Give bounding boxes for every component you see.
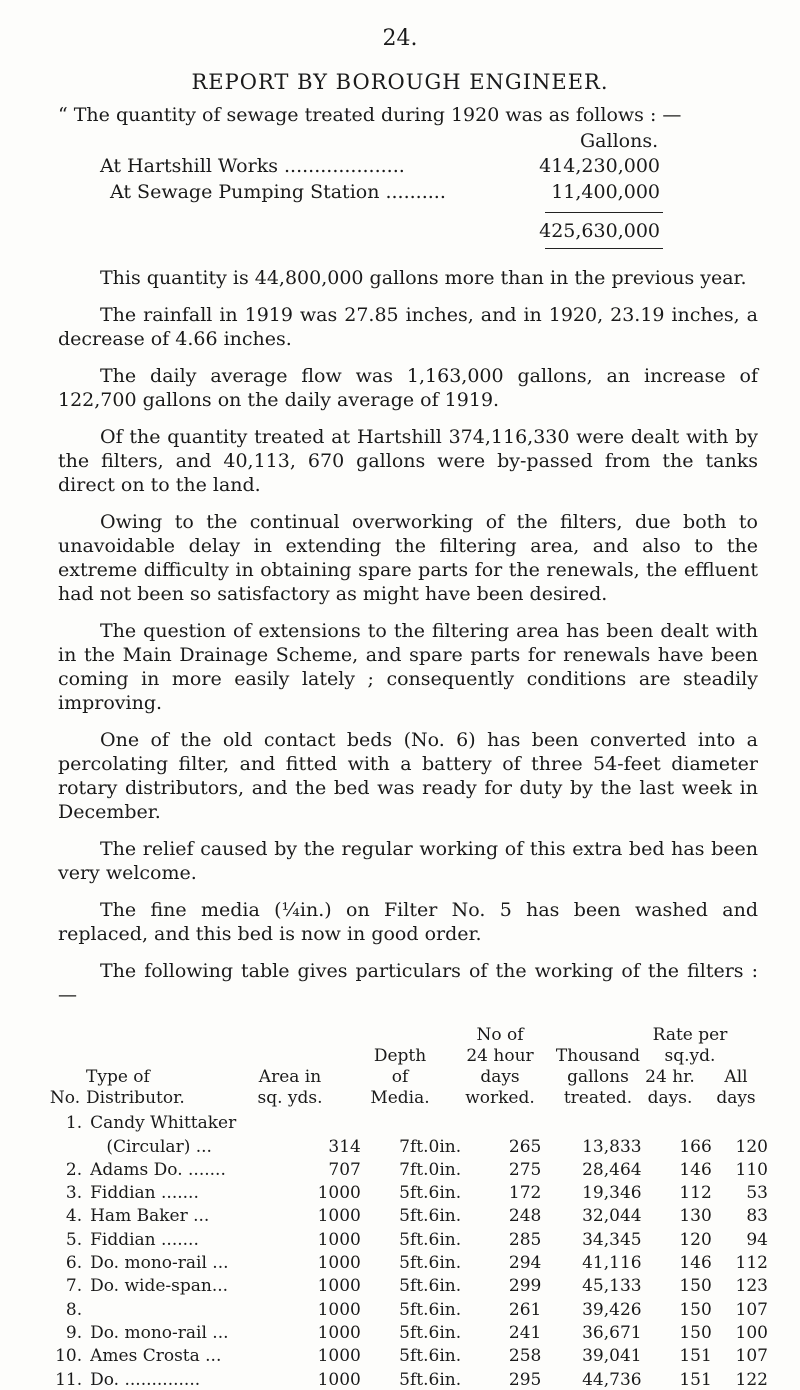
works-value: 11,400,000 bbox=[551, 181, 660, 203]
sum-rule-top bbox=[545, 212, 663, 213]
works-total: 425,630,000 bbox=[539, 220, 660, 242]
cell-depth: 5ft.6in. bbox=[399, 1183, 462, 1204]
cell-depth: 5ft.6in. bbox=[399, 1299, 462, 1320]
sum-rule-bottom bbox=[545, 248, 663, 249]
cell-area: 707 bbox=[328, 1159, 361, 1180]
cell-type: Do. .............. bbox=[90, 1369, 201, 1390]
paragraph: This quantity is 44,800,000 gallons more than in the previous year. bbox=[100, 267, 747, 289]
cell-days: 294 bbox=[508, 1253, 542, 1274]
cell-rate: 150 bbox=[679, 1276, 712, 1297]
cell-days: 258 bbox=[508, 1346, 542, 1367]
intro-line: “ The quantity of sewage treated during 1920 was as follows : — bbox=[58, 104, 682, 126]
col-header-rate-group: Rate per sq.yd. bbox=[652, 1025, 728, 1066]
table-row bbox=[50, 1157, 768, 1180]
table-row bbox=[50, 1296, 768, 1319]
col-header-rate: 24 hr. days. bbox=[645, 1067, 695, 1108]
cell-days bbox=[461, 1110, 541, 1133]
col-header-days: No of 24 hour days worked. bbox=[465, 1025, 535, 1108]
cell-gallons: 44,736 bbox=[582, 1369, 642, 1390]
cell-type: Ames Crosta ... bbox=[90, 1346, 222, 1367]
cell-gallons: 45,133 bbox=[582, 1276, 642, 1297]
cell-gallons: 39,041 bbox=[582, 1346, 642, 1367]
table-row bbox=[50, 1250, 768, 1273]
cell-type: (Circular) ... bbox=[90, 1136, 212, 1157]
cell-all: 123 bbox=[735, 1276, 768, 1297]
col-header-all: All days bbox=[716, 1067, 756, 1108]
cell-area: 1000 bbox=[317, 1369, 361, 1390]
works-name: At Sewage Pumping Station .......... bbox=[110, 181, 446, 203]
cell-area: 1000 bbox=[317, 1299, 361, 1320]
cell-depth: 5ft.6in. bbox=[399, 1346, 462, 1367]
table-row bbox=[50, 1343, 768, 1366]
cell-depth: 5ft.6in. bbox=[399, 1322, 462, 1343]
cell-days: 261 bbox=[508, 1299, 542, 1320]
cell-rate: 150 bbox=[679, 1299, 712, 1320]
cell-all: 100 bbox=[735, 1322, 768, 1343]
table-row bbox=[50, 1133, 768, 1156]
cell-no: 9. bbox=[65, 1322, 83, 1343]
table-row bbox=[50, 1320, 768, 1343]
cell-gallons: 39,426 bbox=[582, 1299, 642, 1320]
cell-all: 107 bbox=[735, 1346, 768, 1367]
paragraph: One of the old contact beds (No. 6) has been converted into a percolating filter, and fitted with a battery of three 54-feet diameter rotary distributors, and the bed was ready for duty by the last week in December. bbox=[58, 729, 758, 823]
table-row bbox=[50, 1180, 768, 1203]
cell-area: 314 bbox=[328, 1136, 361, 1157]
cell-no: 1. bbox=[65, 1113, 83, 1134]
works-value: 414,230,000 bbox=[539, 155, 660, 177]
cell-type bbox=[90, 1296, 301, 1319]
col-header-depth: Depth of Media. bbox=[370, 1046, 430, 1108]
paragraph: The question of extensions to the filtering area has been dealt with in the Main Drainage Scheme, and spare parts for renewals have been coming in more easily lately ; consequently conditions are steadily improving. bbox=[58, 620, 758, 714]
cell-rate bbox=[642, 1110, 712, 1133]
col-header-type: Type of Distributor. bbox=[86, 1067, 185, 1108]
cell-depth bbox=[361, 1110, 461, 1133]
cell-days: 299 bbox=[508, 1276, 542, 1297]
cell-rate: 130 bbox=[679, 1206, 712, 1227]
cell-no: 2. bbox=[65, 1159, 83, 1180]
paragraph: Of the quantity treated at Hartshill 374,116,330 were dealt with by the filters, and 40,113, 670 gallons were by-passed from the tanks direct on to the land. bbox=[58, 426, 758, 496]
paragraph: The following table gives particulars of the working of the filters : — bbox=[58, 960, 758, 1006]
cell-no: 7. bbox=[65, 1276, 83, 1297]
cell-area: 1000 bbox=[317, 1276, 361, 1297]
cell-no: 4. bbox=[65, 1206, 83, 1227]
cell-type: Candy Whittaker bbox=[90, 1113, 237, 1134]
cell-type: Ham Baker ... bbox=[90, 1206, 210, 1227]
cell-days: 285 bbox=[508, 1229, 542, 1250]
cell-area bbox=[301, 1110, 361, 1133]
cell-no: 10. bbox=[55, 1346, 83, 1367]
cell-all: 83 bbox=[746, 1206, 768, 1227]
cell-rate: 151 bbox=[679, 1346, 712, 1367]
paragraph: Owing to the continual overworking of the filters, due both to unavoidable delay in extending the filtering area, and also to the extreme difficulty in obtaining spare parts for the renewals, the effluent had not been so satisfactory as might have been desired. bbox=[58, 511, 758, 605]
paragraph: The rainfall in 1919 was 27.85 inches, and in 1920, 23.19 inches, a decrease of 4.66 inches. bbox=[58, 304, 758, 350]
cell-type: Fiddian ....... bbox=[90, 1229, 199, 1250]
table-row bbox=[50, 1366, 768, 1389]
cell-all bbox=[712, 1110, 768, 1133]
unit-heading: Gallons. bbox=[580, 130, 659, 152]
cell-depth: 5ft.6in. bbox=[399, 1253, 462, 1274]
cell-rate: 112 bbox=[679, 1183, 712, 1204]
cell-gallons: 34,345 bbox=[582, 1229, 642, 1250]
col-header-gallons: Thousand gallons treated. bbox=[555, 1046, 641, 1108]
cell-gallons: 32,044 bbox=[582, 1206, 642, 1227]
paragraph: The relief caused by the regular working of this extra bed has been very welcome. bbox=[58, 838, 758, 884]
cell-depth: 7ft.0in. bbox=[399, 1136, 462, 1157]
cell-area: 1000 bbox=[317, 1206, 361, 1227]
cell-no: 3. bbox=[65, 1183, 83, 1204]
cell-days: 275 bbox=[508, 1159, 542, 1180]
works-name: At Hartshill Works .................... bbox=[100, 155, 405, 177]
cell-depth: 5ft.6in. bbox=[399, 1229, 462, 1250]
cell-rate: 120 bbox=[679, 1229, 712, 1250]
cell-no bbox=[50, 1133, 90, 1156]
cell-all: 122 bbox=[735, 1369, 768, 1390]
cell-all: 107 bbox=[735, 1299, 768, 1320]
cell-days: 265 bbox=[508, 1136, 542, 1157]
cell-gallons: 28,464 bbox=[582, 1159, 642, 1180]
cell-all: 120 bbox=[735, 1136, 768, 1157]
cell-days: 172 bbox=[508, 1183, 542, 1204]
paragraph: The daily average flow was 1,163,000 gallons, an increase of 122,700 gallons on the daily average of 1919. bbox=[58, 365, 758, 411]
cell-type: Adams Do. ....... bbox=[90, 1159, 226, 1180]
cell-type: Fiddian ....... bbox=[90, 1183, 199, 1204]
cell-gallons: 19,346 bbox=[582, 1183, 642, 1204]
paragraph: The fine media (¼in.) on Filter No. 5 has been washed and replaced, and this bed is now in good order. bbox=[58, 899, 758, 945]
cell-no: 8. bbox=[65, 1299, 83, 1320]
col-header-no: No. bbox=[49, 1088, 81, 1108]
report-title: REPORT BY BOROUGH ENGINEER. bbox=[191, 70, 609, 94]
table-row bbox=[50, 1226, 768, 1249]
cell-no: 5. bbox=[65, 1229, 83, 1250]
cell-area: 1000 bbox=[317, 1183, 361, 1204]
cell-depth: 5ft.6in. bbox=[399, 1369, 462, 1390]
page-number: 24. bbox=[382, 26, 418, 51]
cell-all: 110 bbox=[735, 1159, 768, 1180]
cell-depth: 5ft.6in. bbox=[399, 1206, 462, 1227]
cell-days: 295 bbox=[508, 1369, 542, 1390]
cell-days: 241 bbox=[508, 1322, 542, 1343]
report-body bbox=[58, 266, 758, 1007]
cell-all: 53 bbox=[746, 1183, 768, 1204]
cell-all: 94 bbox=[746, 1229, 768, 1250]
cell-area: 1000 bbox=[317, 1346, 361, 1367]
cell-no: 11. bbox=[55, 1369, 83, 1390]
cell-type: Do. wide-span... bbox=[90, 1276, 229, 1297]
cell-rate: 150 bbox=[679, 1322, 712, 1343]
cell-gallons: 36,671 bbox=[582, 1322, 642, 1343]
table-row bbox=[50, 1273, 768, 1296]
cell-type: Do. mono-rail ... bbox=[90, 1322, 229, 1343]
cell-depth: 7ft.0in. bbox=[399, 1159, 462, 1180]
cell-rate: 166 bbox=[679, 1136, 712, 1157]
cell-type: Do. mono-rail ... bbox=[90, 1253, 229, 1274]
cell-rate: 146 bbox=[679, 1159, 712, 1180]
cell-no: 6. bbox=[65, 1253, 83, 1274]
cell-gallons bbox=[541, 1110, 641, 1133]
cell-depth: 5ft.6in. bbox=[399, 1276, 462, 1297]
cell-days: 248 bbox=[508, 1206, 542, 1227]
cell-all: 112 bbox=[735, 1253, 768, 1274]
cell-area: 1000 bbox=[317, 1229, 361, 1250]
cell-area: 1000 bbox=[317, 1322, 361, 1343]
cell-area: 1000 bbox=[317, 1253, 361, 1274]
table-row bbox=[50, 1203, 768, 1226]
table-row bbox=[50, 1110, 768, 1133]
filters-table bbox=[50, 1110, 768, 1390]
cell-rate: 146 bbox=[679, 1253, 712, 1274]
cell-rate: 151 bbox=[679, 1369, 712, 1390]
col-header-area: Area in sq. yds. bbox=[257, 1067, 323, 1108]
cell-gallons: 41,116 bbox=[582, 1253, 642, 1274]
cell-gallons: 13,833 bbox=[582, 1136, 642, 1157]
